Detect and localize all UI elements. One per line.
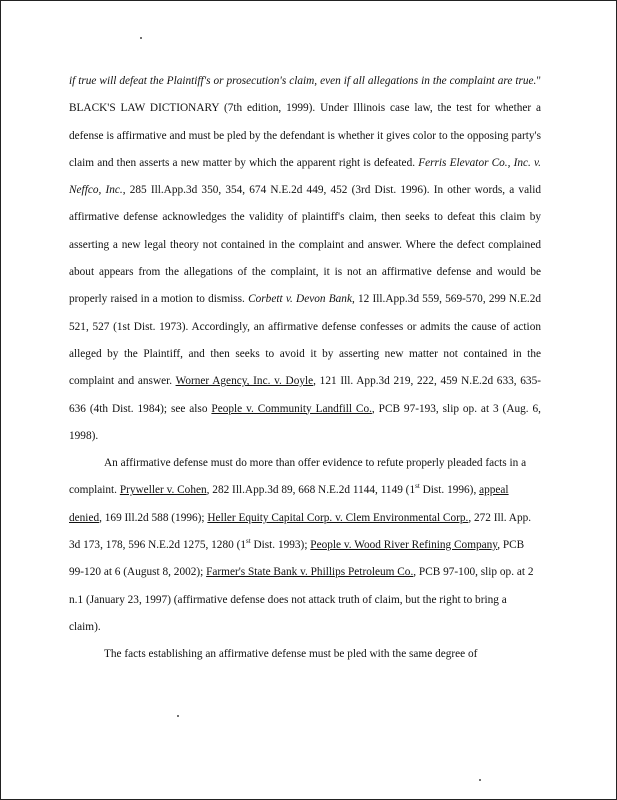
case-corbett: Corbett v. Devon Bank bbox=[248, 293, 352, 306]
paragraph-3: The facts establishing an affirmative defense must be pled with the same degree of bbox=[104, 648, 478, 661]
scan-speck bbox=[177, 715, 179, 717]
paragraph-2-intro: An affirmative defense must do more than offer evidence to refute properly pleaded facts in a complaint. bbox=[69, 457, 527, 497]
case-worner: Worner Agency, Inc. v. Doyle bbox=[175, 375, 314, 388]
citation-heller-end: Dist. 1993); bbox=[250, 539, 311, 552]
citation-pryweller-end: Dist. 1996), bbox=[419, 484, 480, 497]
paragraph-2 bbox=[69, 450, 541, 641]
citation-corbett: , 12 Ill.App.3d 559, 569-570, 299 N.E.2d 521, 527 (1st Dist. 1973). Accordingly, an affirmative defense confesses or admits the cause of action alleged by the Plaintiff, and then seeks to avoid it by asserting new matter not contained in the complaint and answer. bbox=[69, 293, 542, 388]
citation-heller: , 272 Ill. App. 3d 173, 178, 596 N.E.2d 1275, 1280 (1 bbox=[69, 511, 532, 552]
citation-appeal: , 169 Ill.2d 588 (1996); bbox=[99, 511, 208, 524]
citation-ferris: , 285 Ill.App.3d 350, 354, 674 N.E.2d 449, 452 (3rd Dist. 1996). In other words, a valid affirmative defense acknowledges the validity of plaintiff's claim, then seeks to defeat this claim by asserting a new legal theory not contained in the complaint and answer. Where the defect complained about appears from the allegations of the complaint, it is not an affirmative defense and would be properly raised in a motion to dismiss. bbox=[69, 184, 542, 306]
paragraph-1 bbox=[69, 68, 541, 450]
superscript-st: st bbox=[245, 537, 251, 546]
case-heller: Heller Equity Capital Corp. v. Clem Environmental Corp. bbox=[207, 511, 469, 524]
scan-speck bbox=[479, 779, 481, 781]
appeal-denied: appeal denied bbox=[69, 484, 509, 524]
citation-pryweller: , 282 Ill.App.3d 89, 668 N.E.2d 1144, 1149 (1 bbox=[206, 484, 416, 497]
dictionary-citation: BLACK'S LAW DICTIONARY (7th edition, 1999). Under Illinois case law, the test for whether a defense is affirmative and must be pled by the defendant is whether it gives color to the opposing party's claim and then asserts a new matter by which the apparent right is defeated. bbox=[69, 102, 541, 169]
citation-worner: , 121 Ill. App.3d 219, 222, 459 N.E.2d 633, 635-636 (4th Dist. 1984); see also bbox=[69, 375, 541, 415]
case-ferris: Ferris Elevator Co., Inc. v. Neffco, Inc. bbox=[69, 156, 541, 197]
scan-speck bbox=[140, 37, 142, 39]
body-text bbox=[69, 68, 541, 669]
quote-close: " bbox=[536, 75, 541, 87]
case-wood-river: People v. Wood River Refining Company bbox=[310, 539, 498, 552]
citation-wood-river: , PCB 99-120 at 6 (August 8, 2002); bbox=[69, 539, 525, 579]
quote-italic: if true will defeat the Plaintiff's or prosecution's claim, even if all allegations in the complaint are true. bbox=[69, 75, 537, 87]
case-farmers: Farmer's State Bank v. Phillips Petroleum Co. bbox=[206, 566, 414, 579]
case-community-landfill: People v. Community Landfill Co. bbox=[211, 402, 372, 415]
citation-community-landfill: , PCB 97-193, slip op. at 3 (Aug. 6, 1998). bbox=[69, 402, 541, 442]
citation-farmers: , PCB 97-100, slip op. at 2 n.1 (January 23, 1997) (affirmative defense does not attack truth of claim, but the right to bring a claim). bbox=[69, 566, 534, 633]
superscript-st: st bbox=[415, 482, 420, 491]
case-pryweller: Pryweller v. Cohen bbox=[119, 484, 207, 497]
